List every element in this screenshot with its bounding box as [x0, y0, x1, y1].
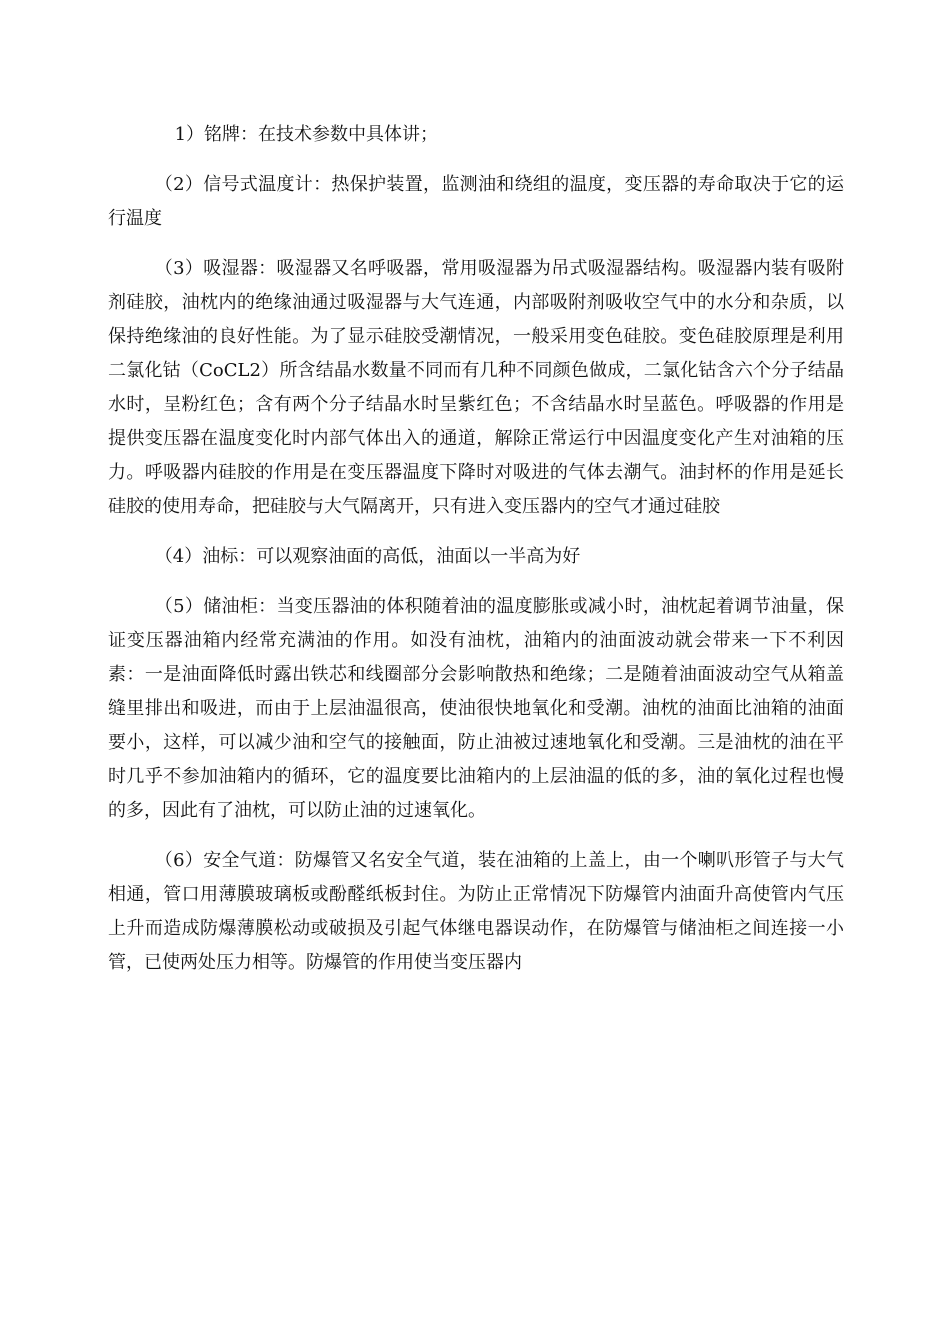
paragraph-conservator: （5）储油柜：当变压器油的体积随着油的温度膨胀或减小时，油枕起着调节油量，保证变压器油箱内经常充满油的作用。如没有油枕，油箱内的油面波动就会带来一下不利因素：一是油面降低时露出铁芯和线圈部分会影响散热和绝缘；二是随着油面波动空气从箱盖缝里排出和吸进，而由于上层油温很高，使油很快地氧化和受潮。油枕的油面比油箱的油面要小，这样，可以减少油和空气的接触面，防止油被过速地氧化和受潮。三是油枕的油在平时几乎不参加油箱内的循环，它的温度要比油箱内的上层油温的低的多，油的氧化过程也慢的多，因此有了油枕，可以防止油的过速氧化。	[108, 596, 844, 821]
paragraph-thermometer: （2）信号式温度计：热保护装置，监测油和绕组的温度，变压器的寿命取决于它的运行温度	[108, 174, 844, 229]
paragraph-breather: （3）吸湿器：吸湿器又名呼吸器，常用吸湿器为吊式吸湿器结构。吸湿器内装有吸附剂硅胶，油枕内的绝缘油通过吸湿器与大气连通，内部吸附剂吸收空气中的水分和杂质，以保持绝缘油的良好性能。为了显示硅胶受潮情况，一般采用变色硅胶。变色硅胶原理是利用二氯化钴（CoCL2）所含结晶水数量不同而有几种不同颜色做成，二氯化钴含六个分子结晶水时，呈粉红色；含有两个分子结晶水时呈紫红色；不含结晶水时呈蓝色。呼吸器的作用是提供变压器在温度变化时内部气体出入的通道，解除正常运行中因温度变化产生对油箱的压力。呼吸器内硅胶的作用是在变压器温度下降时对吸进的气体去潮气。油封杯的作用是延长硅胶的使用寿命，把硅胶与大气隔离开，只有进入变压器内的空气才通过硅胶	[108, 258, 844, 517]
paragraph-oil-gauge: （4）油标：可以观察油面的高低，油面以一半高为好	[154, 546, 581, 567]
paragraph-safety-vent: （6）安全气道：防爆管又名安全气道，装在油箱的上盖上，由一个喇叭形管子与大气相通，管口用薄膜玻璃板或酚醛纸板封住。为防止正常情况下防爆管内油面升高使管内气压上升而造成防爆薄膜松动或破损及引起气体继电器误动作，在防爆管与储油柜之间连接一小管，已使两处压力相等。防爆管的作用使当变压器内	[108, 850, 844, 973]
paragraph-nameplate: 1）铭牌：在技术参数中具体讲；	[174, 124, 439, 145]
document-body	[108, 118, 844, 996]
